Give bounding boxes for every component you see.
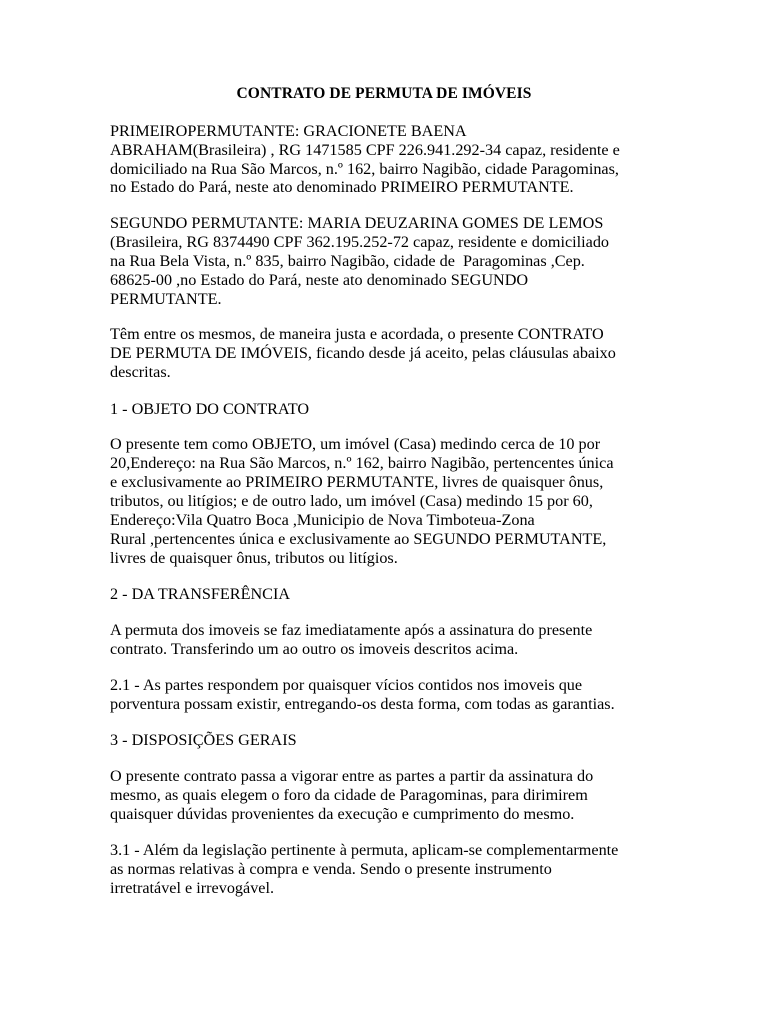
text-line: Têm entre os mesmos, de maneira justa e acordada, o presente CONTRATO xyxy=(110,325,604,343)
text-line: O presente contrato passa a vigorar entre as partes a partir da assinatura do xyxy=(110,767,594,785)
text-line: Rural ,pertencentes única e exclusivamente ao SEGUNDO PERMUTANTE, xyxy=(110,530,607,548)
text-line: SEGUNDO PERMUTANTE: MARIA DEUZARINA GOMES DE LEMOS xyxy=(110,214,604,232)
text-line: Endereço:Vila Quatro Boca ,Municipio de Nova Timboteua-Zona xyxy=(110,511,535,529)
text-line: 20,Endereço: na Rua São Marcos, n.º 162, bairro Nagibão, pertencentes única xyxy=(110,454,614,472)
text-line: O presente tem como OBJETO, um imóvel (Casa) medindo cerca de 10 por xyxy=(110,435,601,453)
text-line: mesmo, as quais elegem o foro da cidade de Paragominas, para dirimirem xyxy=(110,786,588,804)
text-line: livres de quaisquer ônus, tributos ou litígios. xyxy=(110,549,398,567)
text-line: e exclusivamente ao PRIMEIRO PERMUTANTE, livres de quaisquer ônus, xyxy=(110,473,604,491)
text-line: 68625-00 ,no Estado do Pará, neste ato denominado SEGUNDO xyxy=(110,271,529,289)
text-line: no Estado do Pará, neste ato denominado PRIMEIRO PERMUTANTE. xyxy=(110,178,574,196)
text-line: DE PERMUTA DE IMÓVEIS, ficando desde já aceito, pelas cláusulas abaixo xyxy=(110,344,616,362)
text-line: quaisquer dúvidas provenientes da execução e cumprimento do mesmo. xyxy=(110,805,575,823)
text-line: porventura possam existir, entregando-os desta forma, com todas as garantias. xyxy=(110,695,615,713)
section-heading: 2 - DA TRANSFERÊNCIA xyxy=(110,585,291,603)
text-line: A permuta dos imoveis se faz imediatamente após a assinatura do presente xyxy=(110,621,593,639)
text-line: domiciliado na Rua São Marcos, n.º 162, bairro Nagibão, cidade Paragominas, xyxy=(110,160,619,178)
text-line: as normas relativas à compra e venda. Sendo o presente instrumento xyxy=(110,860,552,878)
text-line: na Rua Bela Vista, n.º 835, bairro Nagibão, cidade de Paragominas ,Cep. xyxy=(110,252,585,270)
text-line: 3.1 - Além da legislação pertinente à permuta, aplicam-se complementarmente xyxy=(110,841,619,859)
text-line: 2.1 - As partes respondem por quaisquer vícios contidos nos imoveis que xyxy=(110,676,583,694)
text-line: ABRAHAM(Brasileira) , RG 1471585 CPF 226.941.292-34 capaz, residente e xyxy=(110,141,620,159)
section-heading: 1 - OBJETO DO CONTRATO xyxy=(110,400,310,418)
text-line: irretratável e irrevogável. xyxy=(110,879,275,897)
section-heading: 3 - DISPOSIÇÕES GERAIS xyxy=(110,731,297,749)
text-line: PRIMEIROPERMUTANTE: GRACIONETE BAENA xyxy=(110,122,467,140)
document-title: CONTRATO DE PERMUTA DE IMÓVEIS xyxy=(236,85,532,102)
text-line: (Brasileira, RG 8374490 CPF 362.195.252-72 capaz, residente e domiciliado xyxy=(110,233,610,251)
text-line: contrato. Transferindo um ao outro os imoveis descritos acima. xyxy=(110,640,519,658)
text-line: tributos, ou litígios; e de outro lado, um imóvel (Casa) medindo 15 por 60, xyxy=(110,492,593,510)
text-line: descritas. xyxy=(110,363,171,381)
text-line: PERMUTANTE. xyxy=(110,290,222,308)
